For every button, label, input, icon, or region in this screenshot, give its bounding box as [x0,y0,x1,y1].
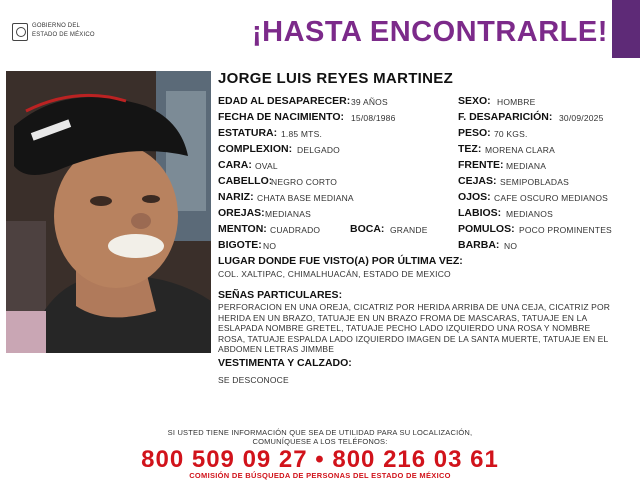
orejas-value: MEDIANAS [265,209,311,219]
frente-value: MEDIANA [506,161,547,171]
logo-line1: GOBIERNO DEL [32,23,81,29]
edad-label: EDAD AL DESAPARECER: [218,95,351,107]
menton-label: MENTON: [218,223,267,235]
cara-label: CARA: [218,159,252,171]
frente-label: FRENTE: [458,159,504,171]
boca-label: BOCA: [350,223,385,235]
person-name: JORGE LUIS REYES MARTINEZ [218,70,454,87]
bigote-label: BIGOTE: [218,239,262,251]
edad-value: 39 AÑOS [351,97,388,107]
complexion-value: DELGADO [297,145,340,155]
vestimenta-label: VESTIMENTA Y CALZADO: [218,357,352,369]
commission-name: COMISIÓN DE BÚSQUEDA DE PERSONAS DEL ESTADO DE MÉXICO [189,471,451,480]
nariz-value: CHATA BASE MEDIANA [257,193,354,203]
headline: ¡HASTA ENCONTRARLE! [252,16,608,48]
tez-label: TEZ: [458,143,482,155]
lugar-label: LUGAR DONDE FUE VISTO(A) POR ÚLTIMA VEZ: [218,255,463,267]
coat-of-arms-icon [12,23,28,41]
nariz-label: NARIZ: [218,191,254,203]
estatura-value: 1.85 MTS. [281,129,323,139]
photo-illustration [6,71,211,353]
logo-line2: ESTADO DE MÉXICO [32,32,95,38]
vestimenta-value: SE DESCONOCE [218,375,289,385]
labios-value: MEDIANOS [506,209,553,219]
desaparicion-label: F. DESAPARICIÓN: [458,111,553,123]
accent-bar [612,0,640,58]
senas-label: SEÑAS PARTICULARES: [218,289,343,301]
menton-value: CUADRADO [270,225,321,235]
cejas-value: SEMIPOBLADAS [500,177,570,187]
cabello-label: CABELLO: [218,175,273,187]
desaparicion-value: 30/09/2025 [559,113,604,123]
contact-note-line1: SI USTED TIENE INFORMACIÓN QUE SEA DE UTILIDAD PARA SU LOCALIZACIÓN, [167,428,473,437]
labios-label: LABIOS: [458,207,502,219]
cabello-value: NEGRO CORTO [271,177,338,187]
peso-value: 70 KGS. [494,129,528,139]
lugar-value: COL. XALTIPAC, CHIMALHUACÁN, ESTADO DE MEXICO [218,269,451,279]
phone-numbers: 800 509 09 27 • 800 216 03 61 [141,446,499,473]
boca-value: GRANDE [390,225,428,235]
sexo-label: SEXO: [458,95,491,107]
bigote-value: NO [263,241,277,251]
complexion-label: COMPLEXION: [218,143,293,155]
cara-value: OVAL [255,161,278,171]
contact-note [0,428,640,446]
barba-value: NO [504,241,518,251]
senas-value: PERFORACION EN UNA OREJA, CICATRIZ POR HERIDA ARRIBA DE UNA CEJA, CICATRIZ POR HERIDA EN UN BRAZO, TATUAJE EN UN BRAZO FROMA DE MASCARAS, TATUAJE EN LA ESLAPADA NOMBRE GRETEL, TATUAJE PECHO LADO IZQUIERDO UNA ROSA Y NOMBRE ROSA, TATUAJE ESPALDA LADO IZQUIERDO IMAGEN DE LA SANTA MUERTE, TATUAJE EN EL ABDOMEN LETRAS JIMMBE [218,302,611,354]
government-logo [12,21,112,45]
pomulos-label: POMULOS: [458,223,515,235]
pomulos-value: POCO PROMINENTES [519,225,612,235]
tez-value: MORENA CLARA [485,145,555,155]
peso-label: PESO: [458,127,491,139]
cejas-label: CEJAS: [458,175,497,187]
nacimiento-label: FECHA DE NACIMIENTO: [218,111,344,123]
ojos-label: OJOS: [458,191,491,203]
barba-label: BARBA: [458,239,500,251]
sexo-value: HOMBRE [497,97,536,107]
orejas-label: OREJAS: [218,207,265,219]
estatura-label: ESTATURA: [218,127,278,139]
nacimiento-value: 15/08/1986 [351,113,396,123]
ojos-value: CAFE OSCURO MEDIANOS [494,193,609,203]
contact-note-line2: COMUNÍQUESE A LOS TELÉFONOS: [252,437,388,446]
missing-person-photo [6,71,211,353]
